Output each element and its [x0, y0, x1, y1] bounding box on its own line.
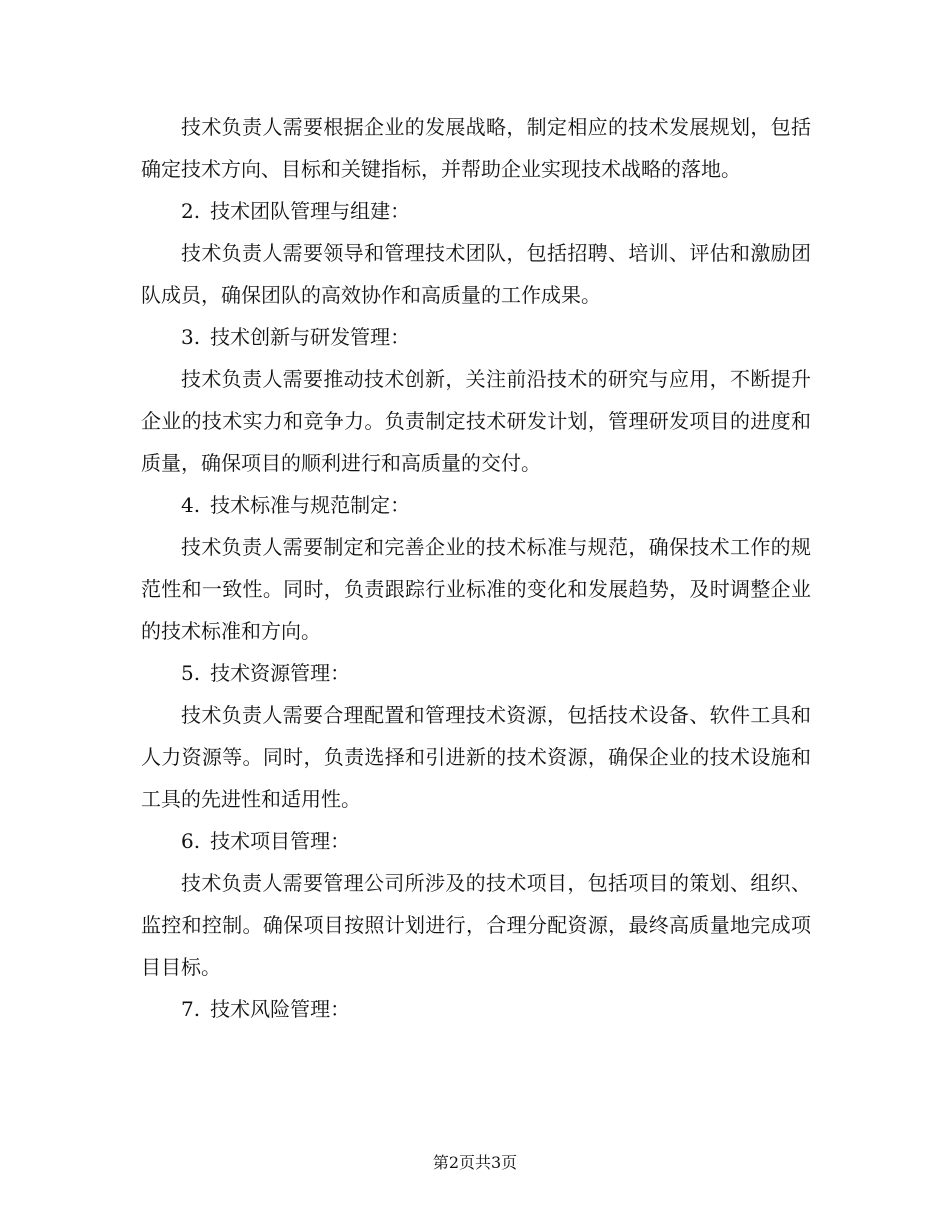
heading-projects — [141, 820, 811, 862]
heading-text: 技术风险管理： — [210, 997, 351, 1021]
heading-risk — [141, 988, 811, 1030]
paragraph-strategy: 技术负责人需要根据企业的发展战略，制定相应的技术发展规划，包括确定技术方向、目标和关键指标，并帮助企业实现技术战略的落地。 — [141, 115, 811, 181]
paragraph-resources: 技术负责人需要合理配置和管理技术资源，包括技术设备、软件工具和人力资源等。同时，负责选择和引进新的技术资源，确保企业的技术设施和工具的先进性和适用性。 — [141, 703, 811, 811]
heading-number: 5. — [181, 661, 201, 685]
heading-text: 技术项目管理： — [210, 829, 351, 853]
heading-resources — [141, 652, 811, 694]
heading-innovation — [141, 316, 811, 358]
heading-number: 4. — [181, 493, 201, 517]
paragraph-team-management: 技术负责人需要领导和管理技术团队，包括招聘、培训、评估和激励团队成员，确保团队的高效协作和高质量的工作成果。 — [141, 241, 811, 307]
heading-text: 技术团队管理与组建： — [210, 199, 411, 223]
heading-number: 2. — [181, 199, 201, 223]
paragraph-standards: 技术负责人需要制定和完善企业的技术标准与规范，确保技术工作的规范性和一致性。同时，负责跟踪行业标准的变化和发展趋势，及时调整企业的技术标准和方向。 — [141, 535, 811, 643]
heading-text: 技术标准与规范制定： — [210, 493, 411, 517]
heading-number: 7. — [181, 997, 201, 1021]
heading-text: 技术创新与研发管理： — [210, 325, 411, 349]
heading-number: 6. — [181, 829, 201, 853]
heading-number: 3. — [181, 325, 201, 349]
document-body — [141, 106, 811, 1030]
paragraph-projects: 技术负责人需要管理公司所涉及的技术项目，包括项目的策划、组织、监控和控制。确保项目按照计划进行，合理分配资源，最终高质量地完成项目目标。 — [141, 871, 811, 979]
page-number-footer: 第2页共3页 — [432, 1153, 518, 1172]
paragraph-innovation: 技术负责人需要推动技术创新，关注前沿技术的研究与应用，不断提升企业的技术实力和竞争力。负责制定技术研发计划，管理研发项目的进度和质量，确保项目的顺利进行和高质量的交付。 — [141, 367, 811, 475]
heading-text: 技术资源管理： — [210, 661, 351, 685]
heading-team-management — [141, 190, 811, 232]
heading-standards — [141, 484, 811, 526]
